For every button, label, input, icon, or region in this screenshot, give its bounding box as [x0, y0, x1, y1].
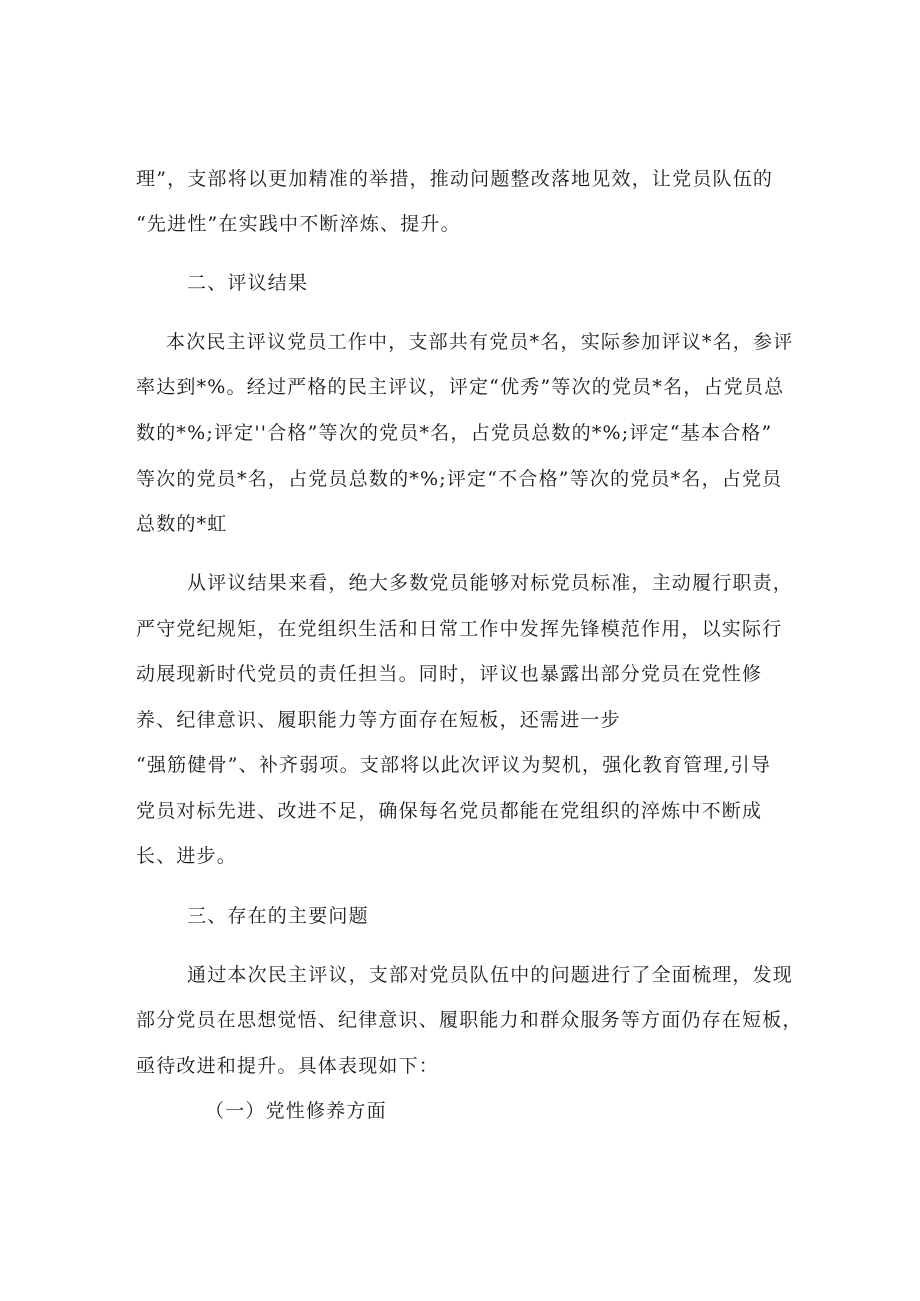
- text-line: 动展现新时代党员的责任担当。同时，评议也暴露出部分党员在党性修: [136, 663, 763, 685]
- text-line: 理”，支部将以更加精准的举措，推动问题整改落地见效，让党员队伍的: [136, 168, 774, 190]
- text-line: 从评议结果来看，绝大多数党员能够对标党员标准，主动履行职责，: [187, 572, 794, 594]
- text-line: 党员对标先进、改进不足，确保每名党员都能在党组织的淬炼中不断成: [136, 800, 763, 822]
- text-line: 养、纪律意识、履职能力等方面存在短板，还需进一步: [136, 709, 621, 731]
- text-line: 通过本次民主评议，支部对党员队伍中的问题进行了全面梳理，发现: [187, 964, 794, 986]
- subsection-heading: （一）党性修养方面: [205, 1100, 387, 1122]
- section-heading: 三、存在的主要问题: [187, 905, 369, 927]
- text-line: 本次民主评议党员工作中，支部共有党员*名，实际参加评议*名，参评: [166, 331, 794, 353]
- text-line: 数的*%;评定''合格”等次的党员*名，占党员总数的*%;评定“基本合格”: [136, 422, 773, 444]
- text-line: “强筋健骨”、补齐弱项。支部将以此次评议为契机，强化教育管理,引导: [136, 754, 772, 776]
- text-line: “先进性”在实践中不断淬炼、提升。: [136, 213, 461, 235]
- text-line: 亟待改进和提升。具体表现如下：: [136, 1055, 440, 1077]
- text-line: 部分党员在思想觉悟、纪律意识、履职能力和群众服务等方面仍存在短板，: [136, 1009, 803, 1031]
- text-line: 等次的党员*名，占党员总数的*%;评定“不合格”等次的党员*名，占党员: [136, 468, 783, 490]
- text-line: 严守党纪规矩，在党组织生活和日常工作中发挥先锋模范作用，以实际行: [136, 618, 783, 640]
- text-line: 长、进步。: [136, 845, 238, 867]
- section-heading: 二、评议结果: [187, 272, 309, 294]
- text-line: 率达到*%。经过严格的民主评议，评定“优秀”等次的党员*名，占党员总: [136, 376, 785, 398]
- text-line: 总数的*虹: [136, 513, 228, 535]
